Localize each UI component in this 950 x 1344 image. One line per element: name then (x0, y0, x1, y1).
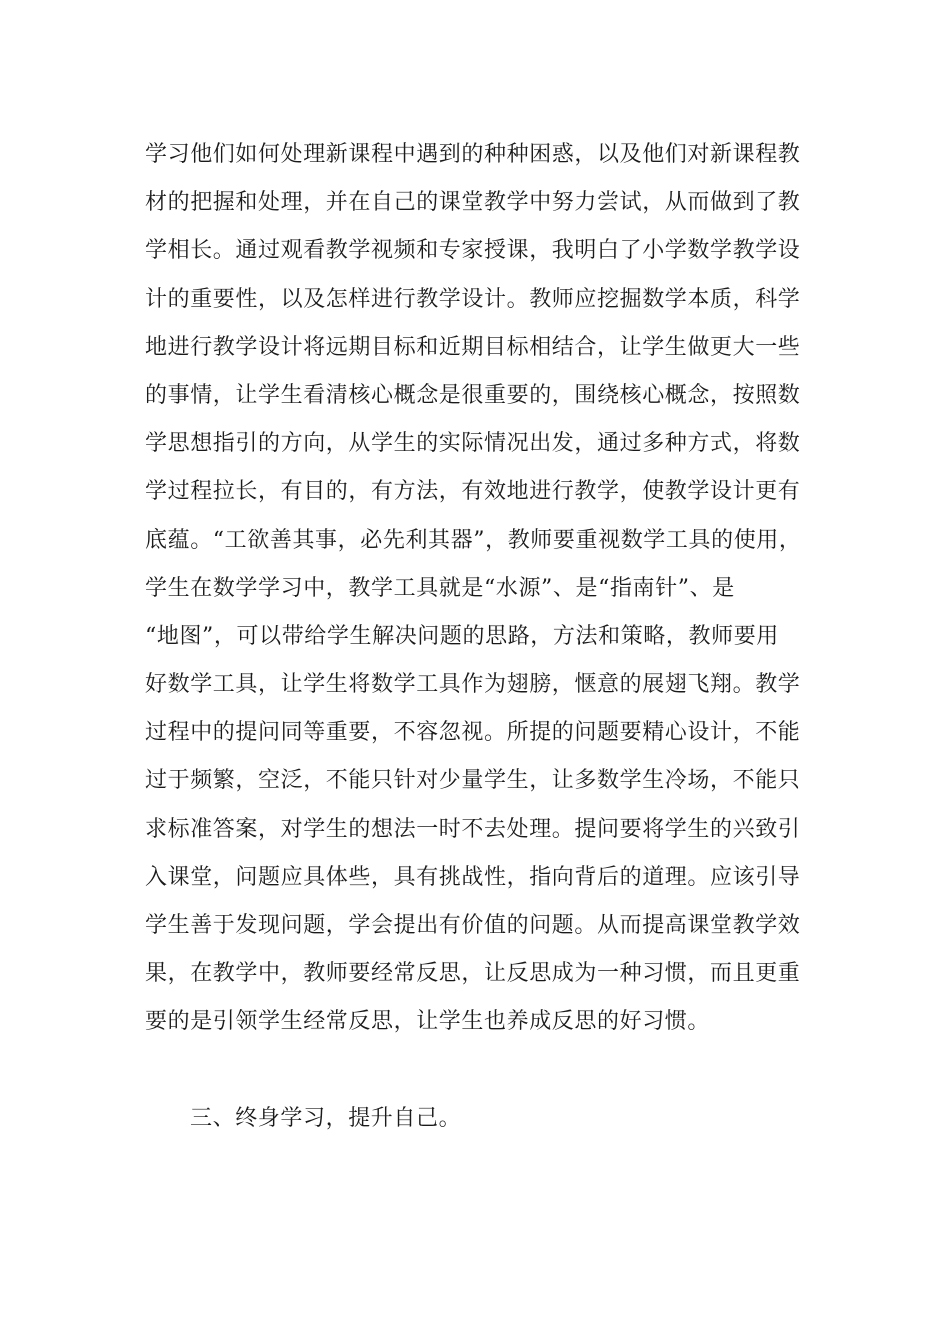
paragraph-line: “地图”，可以带给学生解决问题的思路，方法和策略，教师要用 (145, 623, 779, 649)
body-paragraph (145, 131, 825, 1047)
paragraph-line: 计的重要性，以及怎样进行教学设计。教师应挖掘数学本质，科学 (145, 286, 801, 312)
paragraph-line: 过于频繁，空泛，不能只针对少量学生，让多数学生冷场，不能只 (145, 768, 801, 794)
paragraph-line: 学生善于发现问题，学会提出有价值的问题。从而提高课堂教学效 (145, 913, 801, 938)
paragraph-line: 学习他们如何处理新课程中遇到的种种困惑，以及他们对新课程教 (145, 142, 801, 167)
paragraph-line: 学相长。通过观看教学视频和专家授课，我明白了小学数学教学设 (145, 238, 801, 264)
paragraph-line: 好数学工具，让学生将数学工具作为翅膀，惬意的展翅飞翔。教学 (145, 672, 801, 698)
paragraph-line: 的事情，让学生看清核心概念是很重要的，围绕核心概念，按照数 (145, 382, 801, 408)
section-heading: 三、终身学习，提升自己。 (190, 1106, 462, 1131)
paragraph-line: 入课堂，问题应具体些，具有挑战性，指向背后的道理。应该引导 (145, 864, 801, 890)
paragraph-line: 要的是引领学生经常反思，让学生也养成反思的好习惯。 (145, 1009, 711, 1035)
paragraph-line: 学过程拉长，有目的，有方法，有效地进行教学，使教学设计更有 (145, 479, 801, 505)
paragraph-line: 地进行教学设计将远期目标和近期目标相结合，让学生做更大一些 (145, 334, 801, 360)
paragraph-line: 学思想指引的方向，从学生的实际情况出发，通过多种方式，将数 (145, 431, 801, 457)
paragraph-line: 材的把握和处理，并在自己的课堂教学中努力尝试，从而做到了教 (145, 190, 801, 216)
paragraph-line: 求标准答案，对学生的想法一时不去处理。提问要将学生的兴致引 (145, 816, 801, 842)
paragraph-line: 学生在数学学习中，教学工具就是“水源”、是“指南针”、是 (145, 575, 735, 601)
paragraph-line: 果，在教学中，教师要经常反思，让反思成为一种习惯，而且更重 (145, 961, 801, 987)
paragraph-line: 过程中的提问同等重要，不容忽视。所提的问题要精心设计，不能 (145, 720, 801, 746)
paragraph-line: 底蕴。“工欲善其事，必先利其器”，教师要重视数学工具的使用， (145, 527, 802, 553)
